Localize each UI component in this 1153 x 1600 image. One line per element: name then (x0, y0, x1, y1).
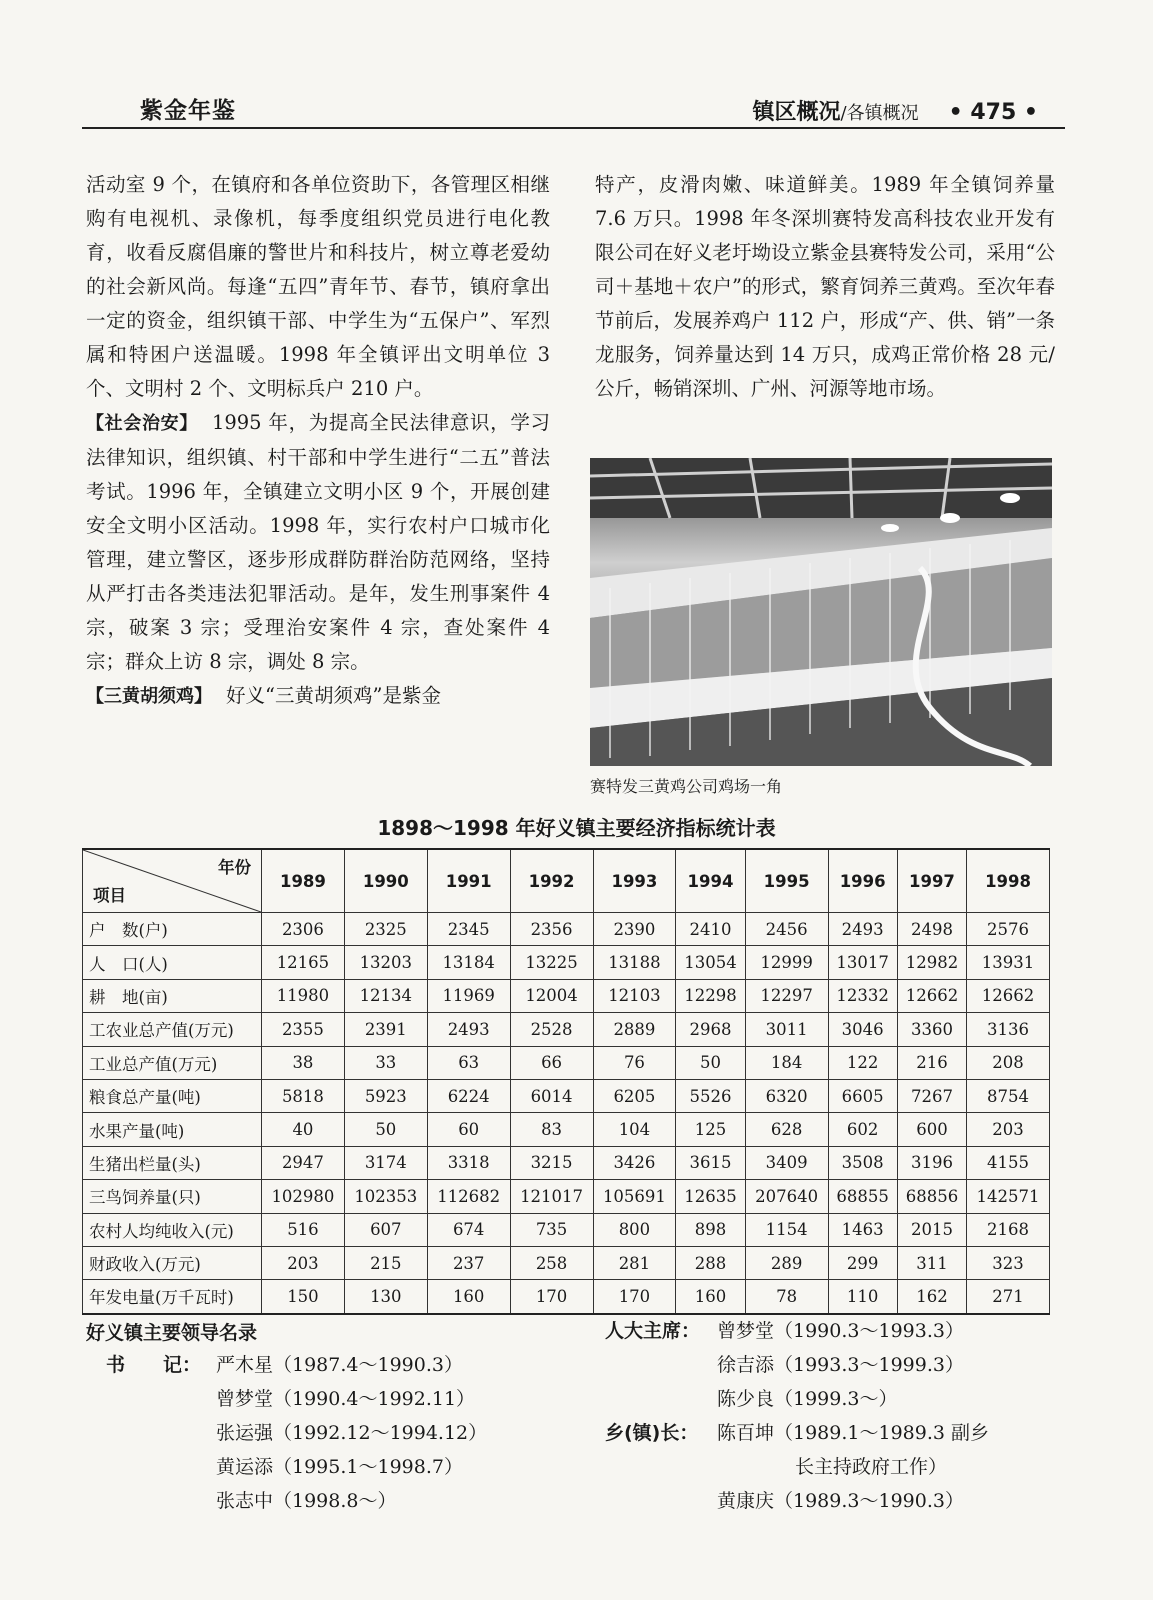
table-cell: 607 (344, 1213, 427, 1246)
table-cell: 3046 (828, 1013, 897, 1046)
table-cell: 2947 (262, 1146, 345, 1179)
paragraph-social-security (86, 406, 550, 679)
year-header: 1994 (676, 849, 745, 913)
leader-entry: 严木星（1987.4～1990.3） (216, 1354, 463, 1376)
table-cell: 2325 (344, 913, 427, 946)
table-cell: 13054 (676, 946, 745, 979)
table-cell: 203 (967, 1113, 1050, 1146)
table-row (83, 1280, 1050, 1314)
table-cell: 112682 (427, 1180, 510, 1213)
list-item (605, 1450, 989, 1484)
table-cell: 2345 (427, 913, 510, 946)
year-header: 1998 (967, 849, 1050, 913)
role-label-secretary: 书 记： (106, 1354, 202, 1376)
row-label: 年发电量(万千瓦时) (83, 1280, 262, 1314)
table-cell: 12103 (593, 979, 676, 1012)
leader-entry: 陈百坤（1989.1～1989.3 副乡 (717, 1422, 990, 1444)
table-cell: 121017 (510, 1180, 593, 1213)
running-header (753, 95, 1038, 126)
table-corner-cell (83, 849, 262, 913)
table-cell: 271 (967, 1280, 1050, 1314)
table-cell: 323 (967, 1246, 1050, 1279)
table-cell: 3174 (344, 1146, 427, 1179)
table-cell: 170 (593, 1280, 676, 1314)
row-label: 水果产量(吨) (83, 1113, 262, 1146)
row-label: 三鸟饲养量(只) (83, 1180, 262, 1213)
year-header: 1993 (593, 849, 676, 913)
table-cell: 122 (828, 1046, 897, 1079)
table-cell: 4155 (967, 1146, 1050, 1179)
table-cell: 5526 (676, 1079, 745, 1112)
table-cell: 516 (262, 1213, 345, 1246)
table-cell: 12004 (510, 979, 593, 1012)
row-label: 户 数(户) (83, 913, 262, 946)
table-cell: 83 (510, 1113, 593, 1146)
row-label: 财政收入(万元) (83, 1246, 262, 1279)
row-label: 人 口(人) (83, 946, 262, 979)
table-cell: 13225 (510, 946, 593, 979)
table-cell: 2015 (897, 1213, 966, 1246)
table-cell: 3615 (676, 1146, 745, 1179)
table-cell: 13184 (427, 946, 510, 979)
photo-illustration (590, 458, 1052, 766)
table-cell: 8754 (967, 1079, 1050, 1112)
role-label-mayor: 乡(镇)长： (605, 1422, 699, 1444)
table-title: 1898～1998 年好义镇主要经济指标统计表 (377, 816, 776, 840)
table-cell: 50 (344, 1113, 427, 1146)
table-cell: 2168 (967, 1213, 1050, 1246)
table-cell: 2889 (593, 1013, 676, 1046)
table-cell: 184 (745, 1046, 828, 1079)
npc-and-mayors-list (605, 1314, 989, 1518)
table-cell: 2410 (676, 913, 745, 946)
table-cell: 12999 (745, 946, 828, 979)
table-row (83, 1180, 1050, 1213)
row-label: 生猪出栏量(头) (83, 1146, 262, 1179)
table-cell: 2576 (967, 913, 1050, 946)
table-cell: 104 (593, 1113, 676, 1146)
page-number: • 475 • (948, 100, 1038, 125)
list-item (106, 1484, 487, 1518)
table-cell: 150 (262, 1280, 345, 1314)
table-header-row (83, 849, 1050, 913)
paragraph-text: 1995 年，为提高全民法律意识，学习法律知识，组织镇、村干部和中学生进行“二五”普法考试。1996 年，全镇建立文明小区 9 个，开展创建安全文明小区活动。1998 年，实行农村户口城市化管理，建立警区，逐步形成群防群治防范网络，坚持从严打击各类违法犯罪活动。是年，发生刑事案件 4 宗，破案 3 宗；受理治安案件 4 宗，查处案件 4 宗；群众上访 8 宗，调处 8 宗。 (86, 411, 550, 673)
economic-indicators-table (82, 848, 1050, 1315)
year-header: 1991 (427, 849, 510, 913)
table-row (83, 1079, 1050, 1112)
table-row (83, 979, 1050, 1012)
table-cell: 76 (593, 1046, 676, 1079)
table-row (83, 1113, 1050, 1146)
table-cell: 215 (344, 1246, 427, 1279)
table-row (83, 946, 1050, 979)
list-item (106, 1382, 487, 1416)
book-title: 紫金年鉴 (140, 98, 236, 124)
table-cell: 3136 (967, 1013, 1050, 1046)
table-cell: 2390 (593, 913, 676, 946)
table-cell: 12297 (745, 979, 828, 1012)
table-cell: 63 (427, 1046, 510, 1079)
list-item (605, 1314, 989, 1348)
secretaries-list (106, 1348, 487, 1518)
table-row (83, 913, 1050, 946)
table-cell: 3508 (828, 1146, 897, 1179)
table-cell: 38 (262, 1046, 345, 1079)
table-body (83, 913, 1050, 1314)
table-cell: 6224 (427, 1079, 510, 1112)
table-cell: 299 (828, 1246, 897, 1279)
table-cell: 3011 (745, 1013, 828, 1046)
table-cell: 6605 (828, 1079, 897, 1112)
table-cell: 3196 (897, 1146, 966, 1179)
table-cell: 66 (510, 1046, 593, 1079)
list-item (106, 1450, 487, 1484)
table-cell: 3426 (593, 1146, 676, 1179)
table-cell: 12134 (344, 979, 427, 1012)
year-header: 1989 (262, 849, 345, 913)
table-cell: 12332 (828, 979, 897, 1012)
row-label: 农村人均纯收入(元) (83, 1213, 262, 1246)
table-row (83, 1146, 1050, 1179)
table-cell: 5923 (344, 1079, 427, 1112)
leader-entry: 曾梦堂（1990.3～1993.3） (717, 1320, 964, 1342)
year-header: 1995 (745, 849, 828, 913)
table-cell: 170 (510, 1280, 593, 1314)
table-cell: 110 (828, 1280, 897, 1314)
photo-caption: 赛特发三黄鸡公司鸡场一角 (590, 777, 783, 796)
table-cell: 2306 (262, 913, 345, 946)
table-cell: 12165 (262, 946, 345, 979)
table-cell: 674 (427, 1213, 510, 1246)
table-cell: 600 (897, 1113, 966, 1146)
section-heading: 【三黄胡须鸡】 (86, 686, 212, 707)
table-cell: 40 (262, 1113, 345, 1146)
table-cell: 142571 (967, 1180, 1050, 1213)
leader-entry: 张运强（1992.12～1994.12） (216, 1422, 488, 1444)
paragraph: 活动室 9 个，在镇府和各单位资助下，各管理区相继购有电视机、录像机，每季度组织党员进行电化教育，收看反腐倡廉的警世片和科技片，树立尊老爱幼的社会新风尚。每逢“五四”青年节、春节，镇府拿出一定的资金，组织镇干部、中学生为“五保户”、军烈属和特困户送温暖。1998 年全镇评出文明单位 3 个、文明村 2 个、文明标兵户 210 户。 (86, 173, 550, 400)
table-cell: 3409 (745, 1146, 828, 1179)
left-column (86, 168, 550, 714)
table-cell: 7267 (897, 1079, 966, 1112)
table-cell: 288 (676, 1246, 745, 1279)
table-cell: 281 (593, 1246, 676, 1279)
table-cell: 289 (745, 1246, 828, 1279)
table-cell: 203 (262, 1246, 345, 1279)
table-cell: 6205 (593, 1079, 676, 1112)
role-label-npc: 人大主席： (605, 1320, 701, 1342)
year-header: 1992 (510, 849, 593, 913)
table-cell: 2391 (344, 1013, 427, 1046)
table-cell: 102980 (262, 1180, 345, 1213)
table-cell: 2356 (510, 913, 593, 946)
table-cell: 12982 (897, 946, 966, 979)
table-cell: 735 (510, 1213, 593, 1246)
table-cell: 11980 (262, 979, 345, 1012)
table-cell: 800 (593, 1213, 676, 1246)
table-cell: 208 (967, 1046, 1050, 1079)
year-header: 1996 (828, 849, 897, 913)
paragraph: 特产，皮滑肉嫩、味道鲜美。1989 年全镇饲养量 7.6 万只。1998 年冬深圳赛特发高科技农业开发有限公司在好义老圩坳设立紫金县赛特发公司，采用“公司＋基地＋农户”的形式，繁育饲养三黄鸡。至次年春节前后，发展养鸡户 112 户，形成“产、供、销”一条龙服务，饲养量达到 14 万只，成鸡正常价格 28 元/公斤，畅销深圳、广州、河源等地市场。 (595, 173, 1055, 400)
table-cell: 216 (897, 1046, 966, 1079)
table-cell: 2456 (745, 913, 828, 946)
table-cell: 12662 (897, 979, 966, 1012)
table-cell: 12298 (676, 979, 745, 1012)
table-cell: 2493 (427, 1013, 510, 1046)
table-cell: 162 (897, 1280, 966, 1314)
leader-entry: 黄康庆（1989.3～1990.3） (717, 1490, 964, 1512)
table-cell: 160 (427, 1280, 510, 1314)
table-cell: 3318 (427, 1146, 510, 1179)
table-row (83, 1046, 1050, 1079)
table-cell: 1154 (745, 1213, 828, 1246)
leader-entry: 陈少良（1999.3～） (717, 1388, 898, 1410)
corner-year-label: 年份 (218, 858, 251, 877)
table-cell: 3360 (897, 1013, 966, 1046)
table-cell: 130 (344, 1280, 427, 1314)
paragraph-text: 好义“三黄胡须鸡”是紫金 (226, 684, 441, 707)
table-cell: 3215 (510, 1146, 593, 1179)
list-item (605, 1348, 989, 1382)
list-item (106, 1348, 487, 1382)
table-cell: 33 (344, 1046, 427, 1079)
table-cell: 898 (676, 1213, 745, 1246)
row-label: 工业总产值(万元) (83, 1046, 262, 1079)
table-cell: 13017 (828, 946, 897, 979)
section-heading: 【社会治安】 (86, 413, 198, 434)
section-title: 镇区概况 (752, 100, 841, 125)
list-item (605, 1382, 989, 1416)
table-cell: 1463 (828, 1213, 897, 1246)
leaders-title: 好义镇主要领导名录 (86, 1322, 258, 1344)
table-cell: 2355 (262, 1013, 345, 1046)
table-row (83, 1013, 1050, 1046)
table-cell: 50 (676, 1046, 745, 1079)
table-cell: 13203 (344, 946, 427, 979)
table-cell: 2498 (897, 913, 966, 946)
list-item (605, 1484, 989, 1518)
table-cell: 105691 (593, 1180, 676, 1213)
leader-entry: 曾梦堂（1990.4～1992.11） (216, 1388, 476, 1410)
table-cell: 628 (745, 1113, 828, 1146)
leader-entry: 张志中（1998.8～） (216, 1490, 397, 1512)
table-row (83, 1213, 1050, 1246)
table-cell: 311 (897, 1246, 966, 1279)
table-cell: 5818 (262, 1079, 345, 1112)
table-cell: 78 (745, 1280, 828, 1314)
table-row (83, 1246, 1050, 1279)
table-cell: 12662 (967, 979, 1050, 1012)
table-cell: 6320 (745, 1079, 828, 1112)
table-cell: 68855 (828, 1180, 897, 1213)
table-cell: 125 (676, 1113, 745, 1146)
table-cell: 6014 (510, 1079, 593, 1112)
leader-entry-continued: 长主持政府工作） (795, 1456, 948, 1478)
table-cell: 68856 (897, 1180, 966, 1213)
table-cell: 2493 (828, 913, 897, 946)
table-cell: 13188 (593, 946, 676, 979)
leader-entry: 黄运添（1995.1～1998.7） (216, 1456, 463, 1478)
row-label: 粮食总产量(吨) (83, 1079, 262, 1112)
subsection-title: /各镇概况 (840, 103, 919, 124)
corner-item-label: 项目 (93, 886, 126, 905)
table-cell: 60 (427, 1113, 510, 1146)
list-item (106, 1416, 487, 1450)
table-cell: 160 (676, 1280, 745, 1314)
leader-entry: 徐吉添（1993.3～1999.3） (717, 1354, 964, 1376)
table-cell: 12635 (676, 1180, 745, 1213)
list-item (605, 1416, 989, 1450)
row-label: 工农业总产值(万元) (83, 1013, 262, 1046)
table-cell: 13931 (967, 946, 1050, 979)
table-cell: 207640 (745, 1180, 828, 1213)
table-cell: 11969 (427, 979, 510, 1012)
year-header: 1990 (344, 849, 427, 913)
row-label: 耕 地(亩) (83, 979, 262, 1012)
table-cell: 102353 (344, 1180, 427, 1213)
chicken-farm-photo (590, 458, 1052, 766)
year-header: 1997 (897, 849, 966, 913)
paragraph-chicken (86, 679, 550, 714)
table-cell: 258 (510, 1246, 593, 1279)
table-cell: 237 (427, 1246, 510, 1279)
table-cell: 2528 (510, 1013, 593, 1046)
table-cell: 2968 (676, 1013, 745, 1046)
table-cell: 602 (828, 1113, 897, 1146)
header-rule (82, 127, 1065, 129)
right-column (595, 168, 1055, 406)
